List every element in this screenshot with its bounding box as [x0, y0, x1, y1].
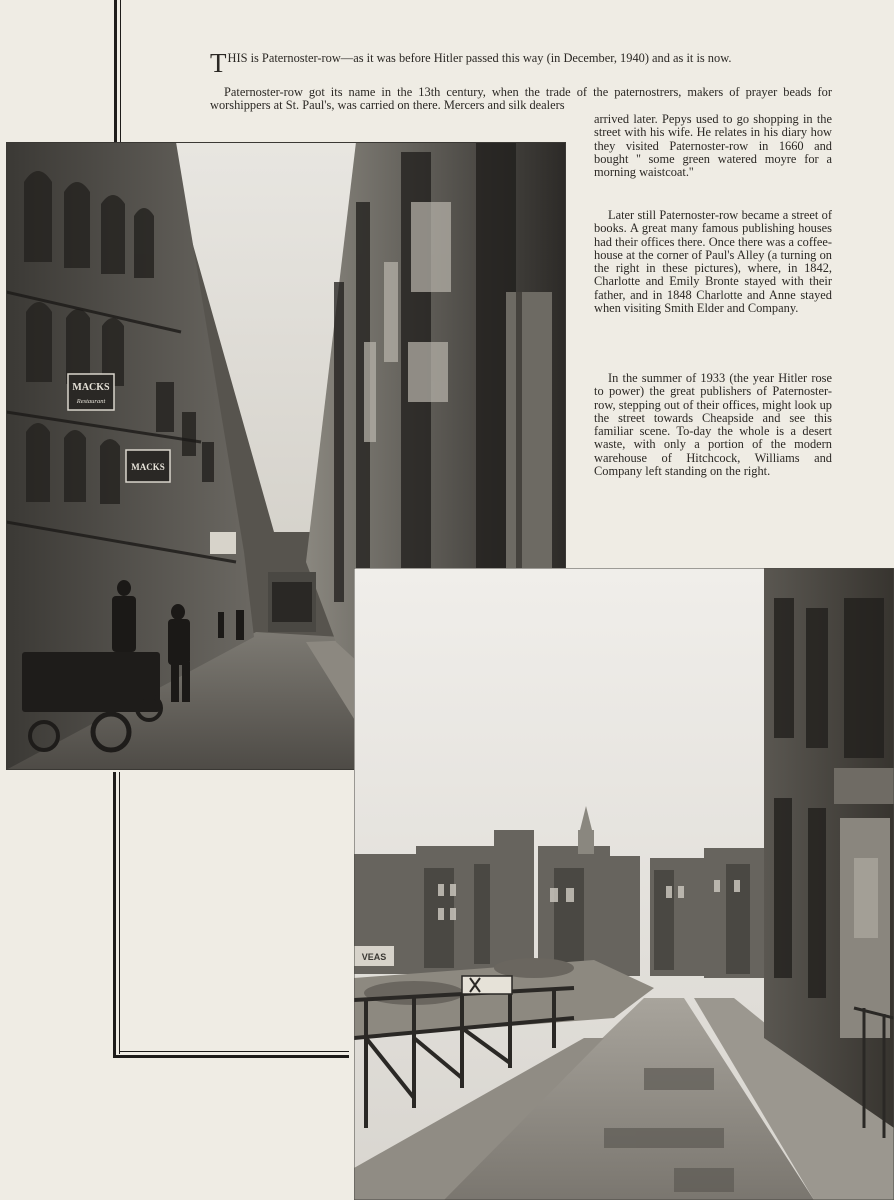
rule-bottom-vertical	[113, 772, 116, 1058]
paragraph-1933: In the summer of 1933 (the year Hitler rose to power) the great publishers of Paternoster-row, stepping out of their offices, might look up the street towards Cheapside and see this familiar scene. To-day the whole is a desert waste, with only a portion of the modern warehouse of Hitchcock, Williams and Company left standing on the right.	[594, 371, 832, 479]
intro-text: HIS is Paternoster-row—as it was before Hitler passed this way (in December, 1940) and as it is now.	[227, 51, 732, 65]
rule-bottom-vertical-thin	[119, 772, 120, 1054]
paragraph-name-origin: Paternoster-row got its name in the 13th century, when the trade of the paternostrers, makers of prayer beads for worshippers at St. Paul's, was carried on there. Mercers and silk dealers	[210, 85, 832, 113]
paragraph-pepys: arrived later. Pepys used to go shopping in the street with his wife. He relates in his diary how they visited Paternoster-row in 1660 and bought '' some green watered moyre for a morning waistcoat.''	[594, 112, 832, 180]
sign-macks-second	[126, 450, 170, 482]
sign-veas	[354, 946, 394, 966]
sign-macks-restaurant	[68, 374, 114, 410]
intro-paragraph	[210, 48, 832, 78]
svg-text:VEAS: VEAS	[361, 952, 387, 962]
drop-cap: T	[210, 48, 227, 78]
svg-text:MACKS: MACKS	[72, 382, 110, 393]
rule-top-vertical	[114, 0, 117, 142]
rule-bottom-horizontal	[113, 1055, 349, 1058]
rule-bottom-horizontal-thin	[119, 1051, 349, 1052]
svg-text:MACKS: MACKS	[131, 462, 165, 472]
photo-paternoster-row-after	[354, 568, 894, 1200]
paragraph-books: Later still Paternoster-row became a street of books. A great many famous publishing houses had their offices there. Once there was a coffee-house at the corner of Paul's Alley (a turning on the right in these pictures), where, in 1842, Charlotte and Emily Bronte stayed with their father, and in 1848 Charlotte and Anne stayed when visiting Smith Elder and Company.	[594, 208, 832, 316]
rule-top-vertical-thin	[120, 0, 121, 142]
svg-text:Restaurant: Restaurant	[76, 398, 106, 405]
